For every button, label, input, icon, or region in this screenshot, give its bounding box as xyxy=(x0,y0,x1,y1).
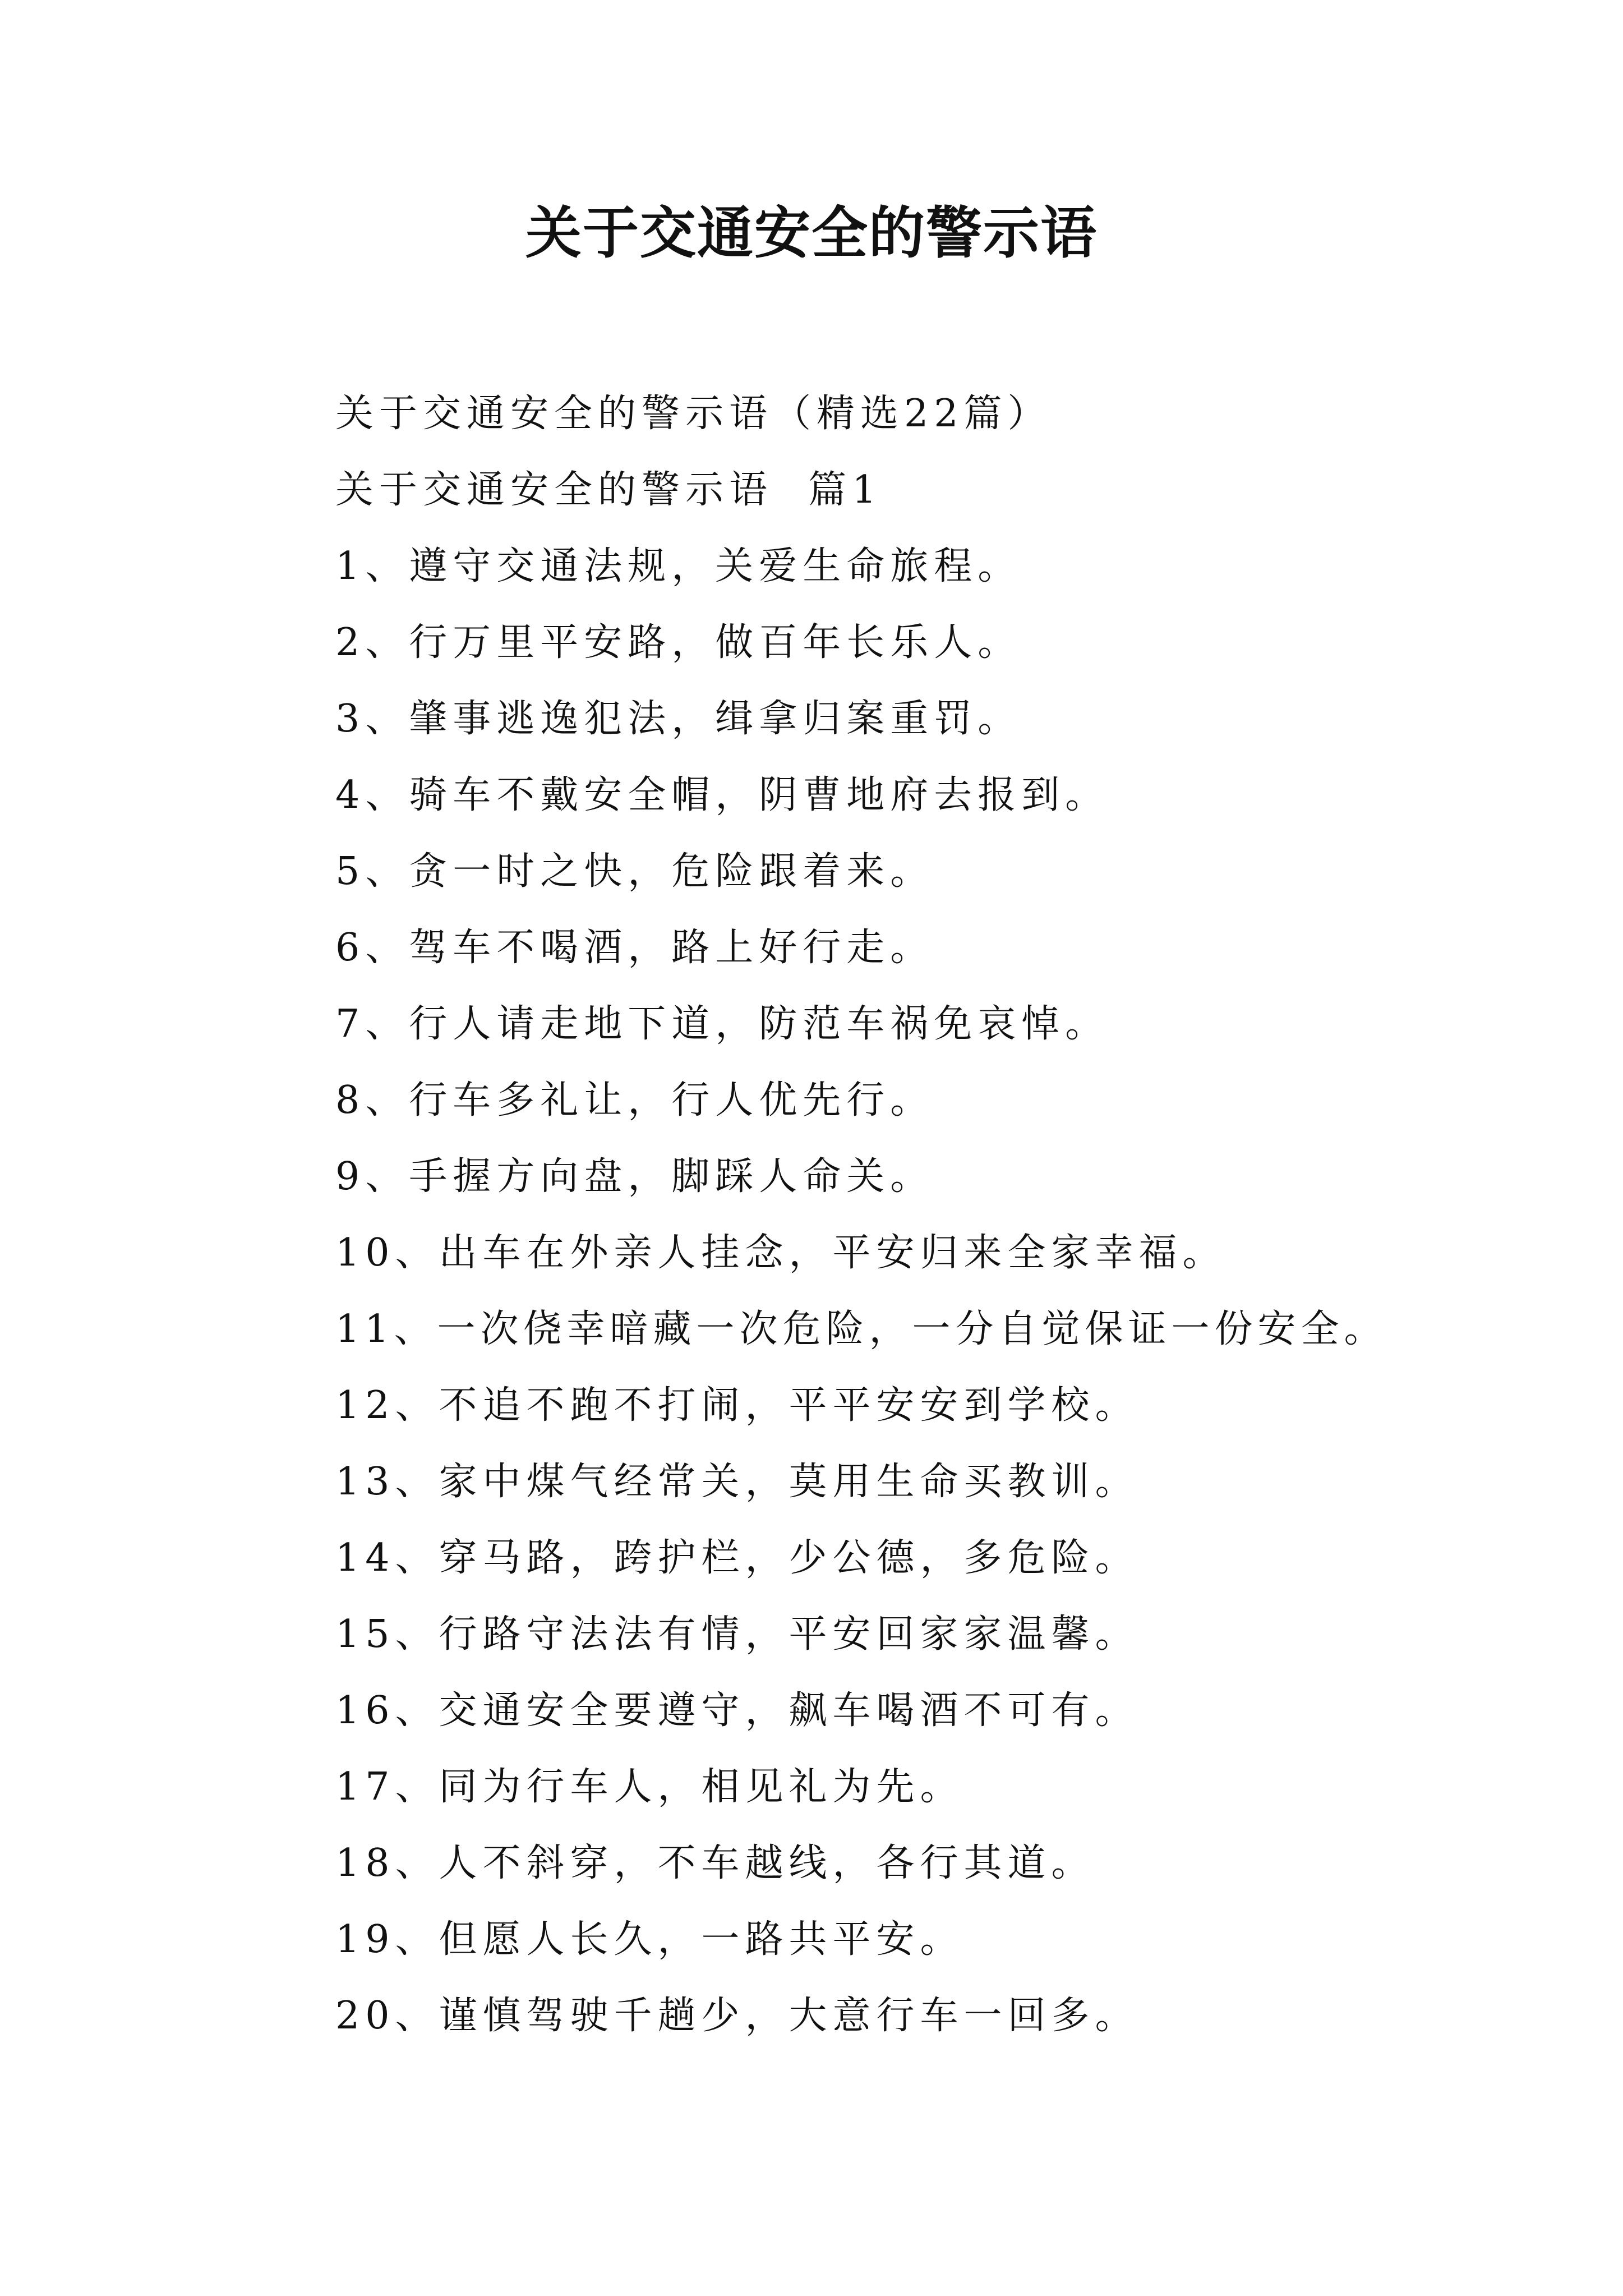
list-item xyxy=(335,1978,1513,2054)
list-item xyxy=(335,605,1513,681)
item-text: 肇事逃逸犯法，缉拿归案重罚。 xyxy=(409,697,1022,741)
list-item xyxy=(335,834,1513,910)
item-number: 9、 xyxy=(335,1154,409,1199)
item-number: 11、 xyxy=(335,1307,437,1351)
document-body xyxy=(335,376,1513,2054)
section-heading: 关于交通安全的警示语 篇1 xyxy=(335,468,882,512)
item-text: 但愿人长久，一路共平安。 xyxy=(439,1917,964,1962)
item-text: 交通安全要遵守，飙车喝酒不可有。 xyxy=(439,1688,1139,1733)
item-text: 行万里平安路，做百年长乐人。 xyxy=(409,620,1022,665)
item-text: 不追不跑不打闹，平平安安到学校。 xyxy=(439,1383,1139,1428)
item-number: 20、 xyxy=(335,1994,439,2038)
list-item xyxy=(335,1139,1513,1215)
item-text: 驾车不喝酒，路上好行走。 xyxy=(409,926,934,970)
item-number: 5、 xyxy=(335,849,409,894)
list-item xyxy=(335,757,1513,834)
item-number: 6、 xyxy=(335,926,409,970)
item-number: 17、 xyxy=(335,1765,439,1809)
item-text: 骑车不戴安全帽，阴曹地府去报到。 xyxy=(409,773,1109,817)
item-text: 一次侥幸暗藏一次危险，一分自觉保证一份安全。 xyxy=(437,1307,1387,1351)
item-number: 8、 xyxy=(335,1078,409,1122)
list-item xyxy=(335,1215,1513,1291)
list-item xyxy=(335,1520,1513,1596)
item-number: 15、 xyxy=(335,1612,439,1657)
list-item xyxy=(335,910,1513,986)
list-item xyxy=(335,1368,1513,1444)
list-item xyxy=(335,986,1513,1062)
list-item xyxy=(335,528,1513,605)
list-item xyxy=(335,1902,1513,1978)
list-item xyxy=(335,1749,1513,1825)
list-item xyxy=(335,1291,1513,1368)
item-number: 14、 xyxy=(335,1536,439,1580)
item-number: 16、 xyxy=(335,1688,439,1733)
item-number: 4、 xyxy=(335,773,409,817)
list-item xyxy=(335,1444,1513,1520)
item-text: 遵守交通法规，关爱生命旅程。 xyxy=(409,544,1022,588)
item-number: 1、 xyxy=(335,544,409,588)
document-subtitle: 关于交通安全的警示语（精选22篇） xyxy=(335,392,1052,436)
item-number: 2、 xyxy=(335,620,409,665)
item-text: 同为行车人，相见礼为先。 xyxy=(439,1765,964,1809)
item-text: 贪一时之快，危险跟着来。 xyxy=(409,849,934,894)
item-text: 行人请走地下道，防范车祸免哀悼。 xyxy=(409,1002,1109,1046)
item-text: 人不斜穿，不车越线，各行其道。 xyxy=(439,1841,1095,1885)
item-number: 19、 xyxy=(335,1917,439,1962)
item-text: 谨慎驾驶千趟少，大意行车一回多。 xyxy=(439,1994,1139,2038)
item-number: 13、 xyxy=(335,1460,439,1504)
item-text: 家中煤气经常关，莫用生命买教训。 xyxy=(439,1460,1139,1504)
item-text: 出车在外亲人挂念，平安归来全家幸福。 xyxy=(439,1231,1227,1275)
item-number: 10、 xyxy=(335,1231,439,1275)
item-number: 12、 xyxy=(335,1383,439,1428)
item-number: 18、 xyxy=(335,1841,439,1885)
item-text: 穿马路，跨护栏，少公德，多危险。 xyxy=(439,1536,1139,1580)
list-item xyxy=(335,1062,1513,1139)
item-number: 3、 xyxy=(335,697,409,741)
item-text: 行车多礼让，行人优先行。 xyxy=(409,1078,934,1122)
list-item xyxy=(335,681,1513,757)
slogan-list xyxy=(335,528,1513,2054)
list-item xyxy=(335,1673,1513,1749)
list-item xyxy=(335,1596,1513,1673)
item-number: 7、 xyxy=(335,1002,409,1046)
item-text: 行路守法法有情，平安回家家温馨。 xyxy=(439,1612,1139,1657)
item-text: 手握方向盘，脚踩人命关。 xyxy=(409,1154,934,1199)
list-item xyxy=(335,1825,1513,1902)
document-title: 关于交通安全的警示语 xyxy=(525,200,1098,266)
